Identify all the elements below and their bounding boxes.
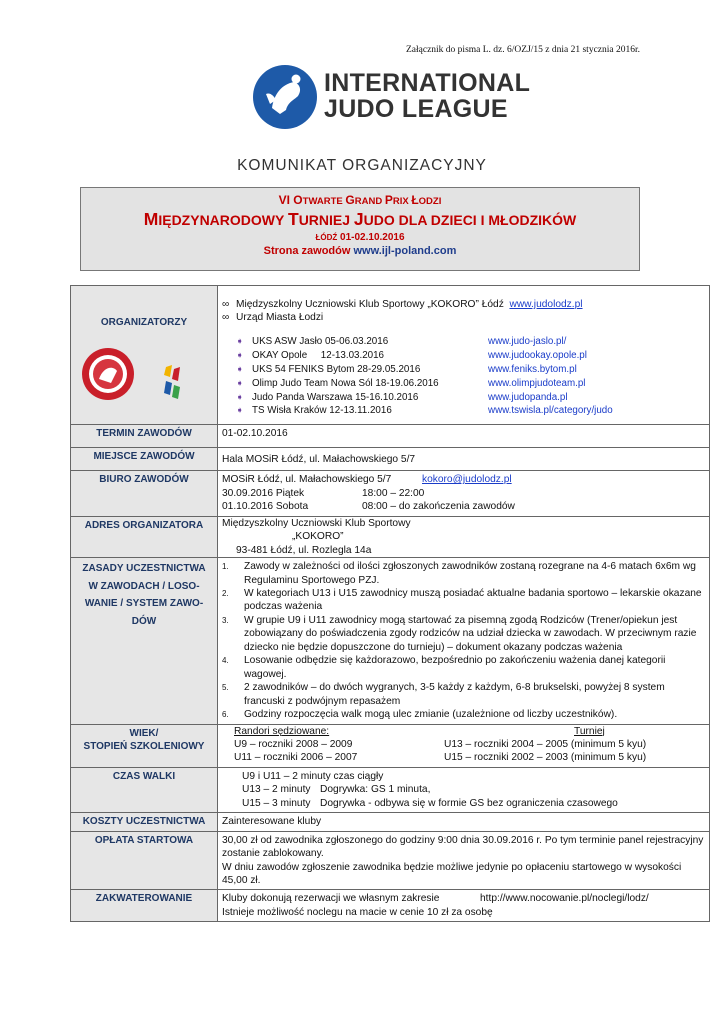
- rule-item: 5. 2 zawodników – do dwóch wygranych, 3-5 każdy z każdym, 6-8 brukselski, powyżej 8 system francuski z podwójnym repasażem: [222, 682, 665, 707]
- arrow-bullet-icon: ➧: [236, 363, 244, 374]
- wiek-label: WIEK/ STOPIEŃ SZKOLENIOWY: [71, 724, 218, 767]
- series-item: ➧ TS Wisła Kraków 12-13.11.2016 www.tswisla.pl/category/judo: [236, 405, 613, 417]
- adres-content: Międzyszkolny Uczniowski Klub Sportowy „KOKORO” 93-481 Łódź, ul. Rozlegla 14a: [218, 516, 710, 557]
- series-link[interactable]: www.judo-jaslo.pl/: [488, 335, 567, 347]
- series-item: ➧ Judo Panda Warszawa 15-16.10.2016 www.judopanda.pl: [236, 391, 568, 403]
- infinity-bullet-icon: ∞: [222, 299, 230, 310]
- rule-item: 3. W grupie U9 i U11 zawodnicy mogą startować za pisemną zgodą Rodziców (Trener/opiekun jest zobowiązany do poświadczenia zgody rodziców na udział dziecka w zawodach. W przeciwnym razie dziecko nie będzie dopuszczone do turnieju) – dokument okazany podczas ważenia: [222, 614, 697, 653]
- rule-item: 2. W kategoriach U13 i U15 zawodnicy muszą posiadać aktualne badania sportowo – lekarskie okazane podczas ważenia: [222, 587, 702, 613]
- row-miejsce: [71, 448, 710, 471]
- title-box: [80, 187, 640, 271]
- rule-item: 4. Losowanie odbędzie się każdorazowo, bezpośrednio po zakończeniu ważenia danej kategorii wagowej.: [222, 655, 666, 680]
- czas-label: CZAS WALKI: [71, 767, 218, 812]
- attachment-note: Załącznik do pisma L. dz. 6/OZJ/15 z dnia 21 stycznia 2016r.: [405, 45, 640, 55]
- logo-line2: JUDO LEAGUE: [324, 95, 508, 123]
- zasady-label: ZASADY UCZESTNICTWA W ZAWODACH / LOSO- WANIE / SYSTEM ZAWO- DÓW: [71, 558, 218, 724]
- series-link[interactable]: www.olimpjudoteam.pl: [488, 377, 586, 389]
- row-koszty: [71, 813, 710, 831]
- lodz-city-logo: [162, 361, 186, 401]
- arrow-bullet-icon: ➧: [236, 391, 244, 402]
- termin-value: 01-02.10.2016: [218, 425, 710, 448]
- series-link[interactable]: www.judookay.opole.pl: [488, 349, 587, 361]
- row-zasady: [71, 558, 710, 724]
- organizer-item: ∞ Urząd Miasta Łodzi: [222, 312, 324, 324]
- series-link[interactable]: www.judopanda.pl: [488, 391, 568, 403]
- title-line1: VI OTWARTE GRAND PRIX ŁODZI: [278, 193, 442, 207]
- zasady-content: [218, 558, 710, 724]
- organizers-label-cell: ORGANIZATORZY: [71, 286, 218, 425]
- wiek-content: Randori sędziowane: U9 – roczniki 2008 – 2009 U11 – roczniki 2006 – 2007 Turniej U13 – roczniki 2004 – 2005 (minimum 5 kyu) U15 – roczniki 2002 – 2003 (minimum 5 kyu): [218, 724, 710, 767]
- website-link[interactable]: www.ijl-poland.com: [353, 245, 457, 257]
- series-item: ➧ UKS ASW Jasło 05-06.03.2016 www.judo-jaslo.pl/: [236, 335, 567, 347]
- title-line4: Strona zawodów www.ijl-poland.com: [263, 245, 457, 257]
- arrow-bullet-icon: ➧: [236, 335, 244, 346]
- row-biuro: [71, 471, 710, 516]
- miejsce-value: Hala MOSiR Łódź, ul. Małachowskiego 5/7: [218, 448, 710, 471]
- organizer-item: ∞ Międzyszkolny Uczniowski Klub Sportowy „KOKORO” Łódź www.judolodz.pl: [222, 299, 583, 310]
- info-table: [70, 285, 710, 922]
- title-line3: ŁÓDŹ 01-02.10.2016: [315, 232, 405, 243]
- infinity-bullet-icon: ∞: [222, 312, 230, 324]
- row-oplata: [71, 831, 710, 890]
- zakwaterowanie-content: Kluby dokonują rezerwacji we własnym zakresie http://www.nocowanie.pl/noclegi/lodz/ Istnieje możliwość noclegu na macie w cenie 10 zł za osobę: [218, 890, 710, 922]
- miejsce-label: MIEJSCE ZAWODÓW: [71, 448, 218, 471]
- adres-label: ADRES ORGANIZATORA: [71, 516, 218, 557]
- organizers-content: [218, 286, 710, 425]
- title-line2: MIĘDZYNARODOWY TURNIEJ JUDO DLA DZIECI I MŁODZIKÓW: [143, 209, 577, 229]
- termin-label: TERMIN ZAWODÓW: [71, 425, 218, 448]
- rule-item: 1. Zawody w zależności od ilości zgłoszonych zawodników zostaną rozegrane na 4-6 matach 6x6m wg Regulaminu Sportowego PZJ.: [222, 561, 696, 586]
- oplata-content: 30,00 zł od zawodnika zgłoszonego do godziny 9:00 dnia 30.09.2016 r. Po tym terminie panel rejestracyjny zostanie zablokowany. W dniu zawodów zgłoszenie zawodnika będzie możliwe jedynie po opłaceniu startowego w wysokości 45,00 zł.: [218, 831, 710, 890]
- judolodz-link[interactable]: www.judolodz.pl: [509, 299, 583, 310]
- kokoro-email-link[interactable]: kokoro@judolodz.pl: [422, 474, 512, 486]
- series-item: ➧ OKAY Opole 12-13.03.2016 www.judookay.opole.pl: [236, 349, 587, 361]
- row-termin: [71, 425, 710, 448]
- series-item: ➧ Olimp Judo Team Nowa Sól 18-19.06.2016 www.olimpjudoteam.pl: [236, 377, 586, 389]
- arrow-bullet-icon: ➧: [236, 349, 244, 360]
- row-zakwaterowanie: [71, 890, 710, 922]
- row-wiek: [71, 724, 710, 767]
- arrow-bullet-icon: ➧: [236, 405, 244, 416]
- arrow-bullet-icon: ➧: [236, 377, 244, 388]
- komunikat-heading: KOMUNIKAT ORGANIZACYJNY: [237, 157, 487, 174]
- rule-item: 6. Godziny rozpoczęcia walk mogą ulec zmianie (uzależnione od liczby uczestników).: [222, 709, 618, 721]
- row-adres: [71, 516, 710, 557]
- series-link[interactable]: www.tswisla.pl/category/judo: [488, 405, 613, 417]
- logo-line1: INTERNATIONAL: [324, 69, 531, 97]
- czas-content: U9 i U11 – 2 minuty czas ciągły U13 – 2 minuty Dogrywka: GS 1 minuta, U15 – 3 minuty Dogrywka - odbywa się w formie GS bez ograniczenia czasowego: [218, 767, 710, 812]
- ijl-logo: [252, 64, 531, 132]
- row-czas: [71, 767, 710, 812]
- nocowanie-link[interactable]: http://www.nocowanie.pl/noclegi/lodz/: [480, 893, 649, 905]
- koszty-value: Zainteresowane kluby: [218, 813, 710, 831]
- kokoro-club-logo: [81, 347, 135, 401]
- zakwaterowanie-label: ZAKWATEROWANIE: [71, 890, 218, 922]
- series-link[interactable]: www.feniks.bytom.pl: [488, 363, 577, 375]
- oplata-label: OPŁATA STARTOWA: [71, 831, 218, 890]
- series-item: ➧ UKS 54 FENIKS Bytom 28-29.05.2016 www.feniks.bytom.pl: [236, 363, 577, 375]
- judo-circle-icon: [252, 64, 318, 130]
- koszty-label: KOSZTY UCZESTNICTWA: [71, 813, 218, 831]
- row-organizers: [71, 286, 710, 425]
- biuro-label: BIURO ZAWODÓW: [71, 471, 218, 516]
- biuro-content: MOSiR Łódź, ul. Małachowskiego 5/7 kokoro@judolodz.pl 30.09.2016 Piątek 18:00 – 22:00 01.10.2016 Sobota 08:00 – do zakończenia zawodów: [218, 471, 710, 516]
